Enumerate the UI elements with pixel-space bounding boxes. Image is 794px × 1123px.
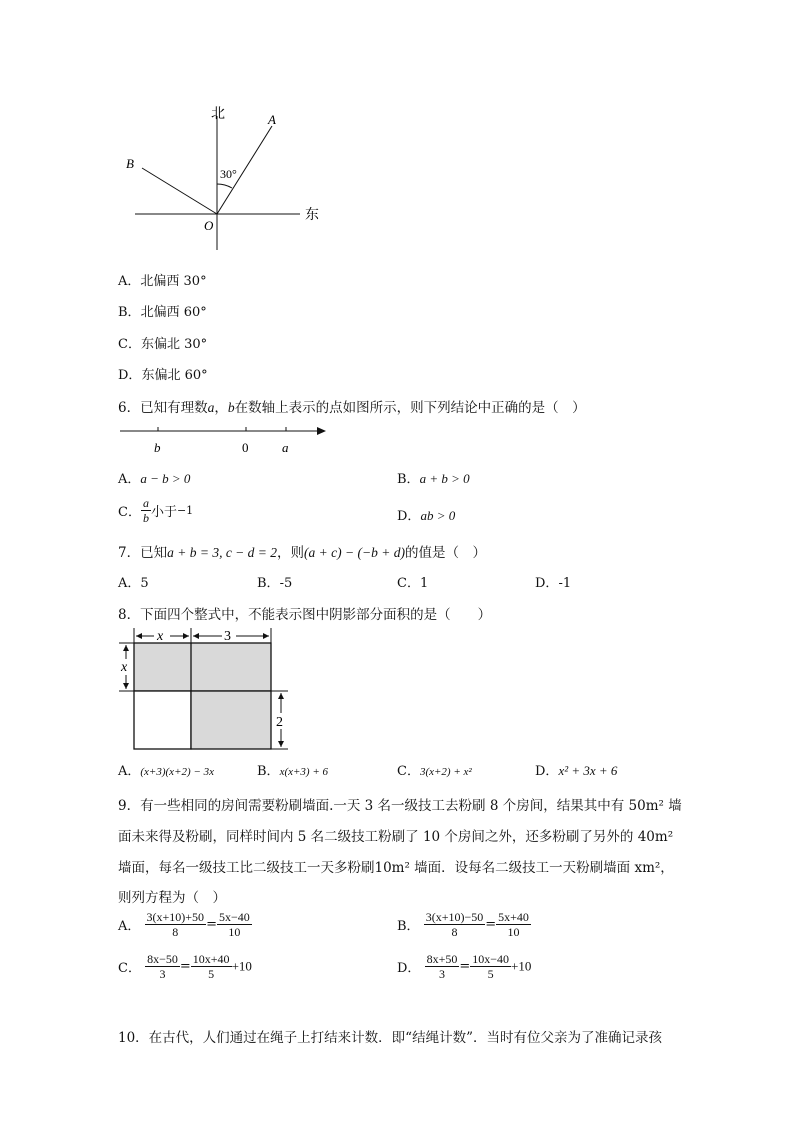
- q6-stem: 6．已知有理数a，b在数轴上表示的点如图所示，则下列结论中正确的是（ ）: [118, 400, 586, 416]
- q5-option-c[interactable]: C．东偏北 30°: [118, 337, 208, 352]
- east-label: 东: [305, 208, 319, 223]
- q5-option-a[interactable]: A．北偏西 30°: [118, 274, 207, 289]
- q9-option-c[interactable]: C． $\frac{8x-50}{3}$ = $\frac{10x+40}{5}$ +10: [118, 952, 252, 981]
- compass-figure: [120, 98, 340, 258]
- q9-line-3: 墙面，每名一级技工比二级技工一天多粉刷10m² 墙面．设每名二级技工一天粉刷墙面 xm²，: [118, 860, 674, 876]
- north-label: 北: [211, 107, 225, 122]
- white-cell: [134, 691, 191, 749]
- area-figure: [116, 625, 296, 755]
- q8-option-b[interactable]: B．x(x+3) + 6: [257, 764, 328, 779]
- point-a-label: A: [268, 112, 276, 127]
- q7-option-a[interactable]: A．5: [118, 576, 149, 591]
- axis-label-b: b: [154, 440, 161, 455]
- axis-label-0: 0: [242, 440, 249, 455]
- q8-option-c[interactable]: C．3(x+2) + x²: [397, 764, 472, 779]
- q9-line-4: 则列方程为（ ）: [118, 890, 226, 906]
- q8-stem: 8．下面四个整式中，不能表示图中阴影部分面积的是（ ）: [118, 607, 492, 623]
- q9-line-2: 面未来得及粉刷，同样时间内 5 名二级技工粉刷了 10 个房间之外，还多粉刷了另外的 40m²: [118, 829, 674, 845]
- ray-ob: [142, 168, 217, 214]
- q5-option-d[interactable]: D．东偏北 60°: [118, 368, 208, 383]
- point-b-label: B: [126, 156, 134, 171]
- origin-label: O: [204, 218, 214, 233]
- q6-option-b[interactable]: B．a + b > 0: [397, 471, 470, 487]
- q5-option-b[interactable]: B．北偏西 60°: [118, 305, 207, 320]
- q7-stem: 7．已知a + b = 3, c − d = 2，则(a + c) − (−b + d)的值是（ ）: [118, 545, 486, 561]
- axis-label-a: a: [282, 440, 289, 455]
- q6-option-d[interactable]: D．ab > 0: [397, 508, 456, 524]
- q6-option-c[interactable]: C． $\frac{a}{b}$ 小于−1: [118, 496, 194, 525]
- shaded-bottom: [191, 691, 271, 749]
- q10-line-1: 10．在古代，人们通过在绳子上打结来计数．即“结绳计数”．当时有位父亲为了准确记录孩: [118, 1030, 662, 1046]
- dim-3: 3: [224, 629, 231, 644]
- angle-label: 30°: [220, 167, 237, 181]
- dim-x-top: x: [157, 629, 164, 644]
- q7-option-c[interactable]: C．1: [397, 576, 429, 591]
- number-line: [118, 422, 333, 458]
- q9-option-d[interactable]: D． $\frac{8x+50}{3}$ = $\frac{10x-40}{5}$ +10: [397, 952, 532, 981]
- q7-option-d[interactable]: D．-1: [535, 576, 572, 591]
- q7-option-b[interactable]: B．-5: [257, 576, 293, 591]
- q9-option-b[interactable]: B． $\frac{3(x+10)-50}{8}$ = $\frac{5x+40}{10}$: [397, 910, 529, 939]
- q9-option-a[interactable]: A． $\frac{3(x+10)+50}{8}$ = $\frac{5x-40}{10}$: [118, 910, 250, 939]
- q9-line-1: 9．有一些相同的房间需要粉刷墙面.一天 3 名一级技工去粉刷 8 个房间，结果其中有 50m² 墙: [118, 798, 682, 814]
- dim-2: 2: [276, 715, 283, 730]
- q8-option-a[interactable]: A．(x+3)(x+2) − 3x: [118, 764, 214, 779]
- shaded-top: [134, 643, 271, 691]
- dim-x-left: x: [121, 660, 128, 675]
- q6-option-a[interactable]: A．a − b > 0: [118, 471, 191, 487]
- q8-option-d[interactable]: D．x² + 3x + 6: [535, 763, 618, 779]
